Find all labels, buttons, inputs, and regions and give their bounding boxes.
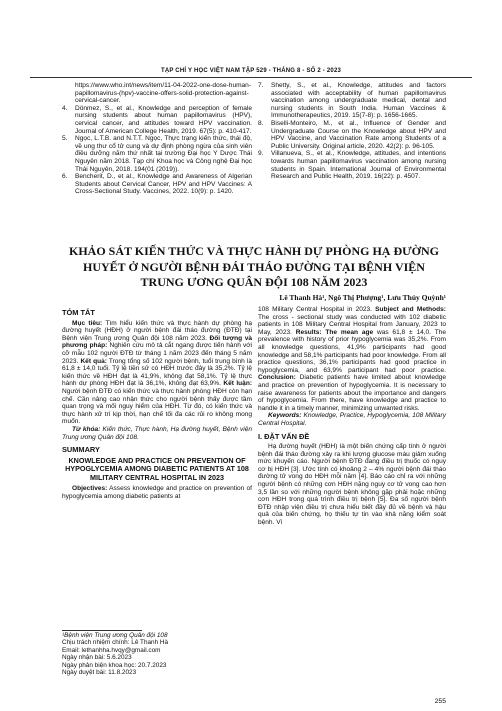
article-authors: Lê Thanh Hà¹, Ngô Thị Phượng¹, Lưu Thúy Quỳnh¹ (279, 293, 446, 302)
reference-item: 6. Bencherit, D., et al., Knowledge and Awareness of Algerian Students about Cervical Cancer, HPV and HPV Vaccines: A Cross-Sectional Study. Vaccines, 2022. 10(9): p. 1420. (62, 173, 252, 196)
journal-header: TẠP CHÍ Y HỌC VIỆT NAM TẬP 529 - THÁNG 8 - SỐ 2 - 2023 (160, 68, 342, 74)
abstract-vi-text: Mục tiêu: Tìm hiểu kiến thức và thực hành dự phòng hạ đường huyết (HĐH) ở người bệnh đái tháo đường (ĐTĐ) tại Bệnh viện Trung ương Quân đội 108 năm 2023. Đối tượng và phương pháp: Nghiên cứu mô tả cắt ngang được tiến hành với cỡ mẫu 102 người ĐTĐ từ tháng 1 năm 2023 đến tháng 5 năm 2023. Kết quả: Trong tổng số 102 người bệnh, tuổi trung bình là 61,8 ± 14,0 tuổi. Tỷ lệ tiền sử có HĐH trước đây là 35,2%. Tỷ lệ kiến thức về HĐH đạt là 41,9%, không đạt 58,1%. Tỷ lệ thực hành dự phòng HĐH đạt là 36,1%, không đạt 63,9%. Kết luận: Người bệnh ĐTĐ có kiến thức và thực hành phòng HĐH còn hạn chế. Cần nâng cao nhận thức cho người bệnh thấy được tầm quan trọng và mối nguy hiểm của HĐH. Từ đó, có kiến thức và thực hành xử trí kịp thời, hạn chế tối đa các rủi ro không mong muốn. (62, 319, 253, 426)
reference-item: 9. Villanueva, S., et al., Knowledge, attitudes, and intentions towards human papillomavirus vaccination among nursing students in Spain. International Journal of Environmental Research and Public Health, 2019. 16(22): p. 4507. (258, 150, 446, 181)
reference-item: 8. Biselli-Monteiro, M., et al., Influence of Gender and Undergraduate Course on the Knowledge about HPV and HPV Vaccine, and Vaccination Rate among Students of a Public University. Original article, 2020. 42(2): p. 96-105. (258, 119, 446, 150)
reference-item (62, 82, 252, 105)
reference-item: 7. Shetty, S., et al., Knowledge, attitudes and factors associated with acceptability of human papillomavirus vaccination among undergraduate medical, dental and nursing students in South India. Human Vaccines & Immunotherapeutics, 2019. 15(7-8): p. 1656-1665. (258, 82, 446, 120)
reference-item: 5. Ngọc, L.T.B. and N.T.T. Ngọc, Thực trạng kiến thức, thái độ, về ung thư cổ tử cung và dự định phòng ngừa của sinh viên điều dưỡng năm thứ nhất tại trường Đại học Y Dược Thái Nguyên năm 2018. Tạp chí Khoa học và Công nghệ Đại học Thái Nguyên, 2018. 194(01 (2019)). (62, 135, 252, 173)
summary-continued: 108 Military Central Hospital in 2023. Subject and Methods: The cross - sectional study was conducted with 102 diabetic patients in 108 Military Central Hospital from January, 2023 to May, 2023. Results: The mean age was 61,8 ± 14,0. The prevalence with history of prior hypoglycemia was 35,2%. From all knowledge questions, 41,9% participants had good knowledge and 58,1% participants had poor knowledge. From all practice questions, 36,1% participants had good practice in hypoglycemia, and 63,9% participant had poor practice. Conclusion: Diabetic patients have limited about knowledge and practice on prevention of hypoglycemia. It is necessary to raise awareness for patients about the importance and dangers of hypoglycemia. From there, have knowledge and practice to handle it in a timely manner, minimizing unwanted risks. (258, 306, 446, 412)
references-left (62, 82, 252, 196)
header-rule (30, 77, 472, 78)
reference-item: 4. Dönmez, S., et al., Knowledge and perception of female nursing students about human papillomavirus (HPV), cervical cancer, and attitudes toward HPV vaccination. Journal of American College Health, 2019. 67(5): p. 410-417. (62, 104, 252, 135)
footnote: ¹Bệnh viện Trung ương Quân đội 108 Chịu trách nhiệm chính: Lê Thanh Hà Email: lethanhha.hvqy@gmail.com Ngày nhận bài: 5.6.2023 Ngày phản biện khoa học: 20.7.2023 Ngày duyệt bài: 11.8.2023 (62, 632, 252, 676)
keywords-vi: Từ khóa: Kiến thức, Thực hành, Hạ đường huyết, Bệnh viện Trung ương Quân đội 108. (62, 425, 253, 441)
left-body-column (62, 306, 252, 501)
summary-objectives: Objectives: Assess knowledge and practice on prevention of hypoglycemia among diabetic patients at (62, 485, 252, 501)
page-number: 255 (434, 698, 446, 705)
article-title: KHẢO SÁT KIẾN THỨC VÀ THỰC HÀNH DỰ PHÒNG HẠ ĐƯỜNG HUYẾT Ở NGƯỜI BỆNH ĐÁI THÁO ĐƯỜNG TẠI BỆNH VIỆN TRUNG ƯƠNG QUÂN ĐỘI 108 NĂM 2023 (68, 244, 440, 289)
references-right (258, 82, 446, 181)
author-email[interactable]: Email: lethanhha.hvqy@gmail.com (62, 646, 161, 654)
reference-url[interactable]: https://www.who.int/news/item/11-04-2022-one-dose-human-papillomavirus-(hpv)-vaccine-offers-solid-protection-against-cervical-cancer. (75, 82, 252, 105)
abstract-vi-heading: TÓM TẮT (62, 308, 95, 317)
intro-heading: I. ĐẶT VẤN ĐỀ (258, 431, 310, 441)
summary-heading: SUMMARY (62, 445, 100, 455)
intro-text: Hạ đường huyết (HĐH) là một biến chứng cấp tính ở người bệnh đái tháo đường xảy ra khi lượng glucose máu giảm xuống mức khuyến cáo. Người bệnh ĐTĐ đang điều trị thuốc có nguy cơ bị HĐH [3]. Ước tính có khoảng 2 – 4% người bệnh đái tháo đường tử vong do HĐH mỗi năm [4]. Báo cáo chỉ ra với những người bệnh có những cơn HĐH nặng nguy cơ tử vong cao hơn 3,5 lần so với những người bệnh không gặp phải hoặc những cơn HĐH trong quá trình điều trị bệnh [5]. Đa số người bệnh ĐTĐ nhập viện điều trị chưa hiểu biết đầy đủ về bệnh và hậu quả của biến chứng, họ thiếu tự tin vào khả năng kiểm soát bệnh. Vì (258, 443, 446, 527)
right-body-column (258, 306, 446, 527)
keywords-en: Keywords: Knowledge, Practice, Hypoglycemia, 108 Military Central Hospital. (258, 412, 446, 427)
summary-title: KNOWLEDGE AND PRACTICE ON PREVENTION OF HYPOGLYCEMIA AMONG DIABETIC PATIENTS AT 108 MILITARY CENTRAL HOSPITAL IN 2023 (65, 455, 249, 482)
footnote-rule (62, 630, 142, 631)
